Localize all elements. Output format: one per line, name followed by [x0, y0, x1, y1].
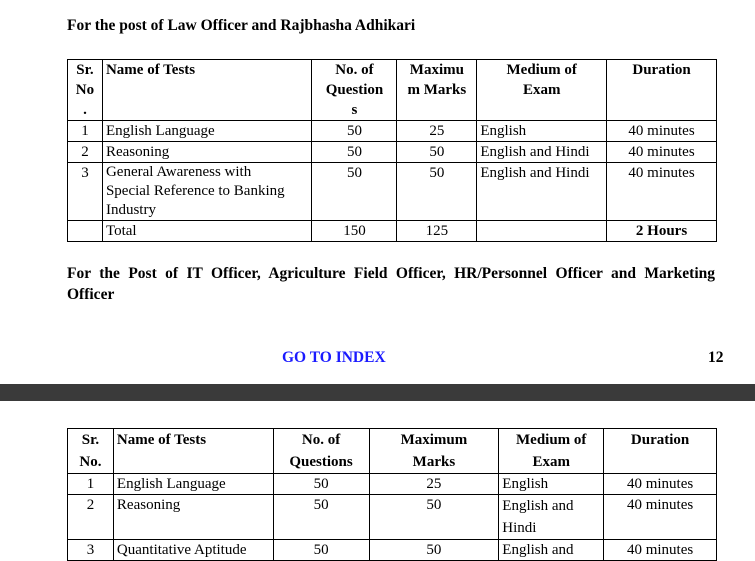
- cell-test-name: Reasoning: [113, 495, 273, 540]
- exam-pattern-table-it-officer: [67, 428, 717, 561]
- cell-test-name: English Language: [113, 474, 273, 495]
- cell-marks: 50: [397, 142, 477, 163]
- cell-medium: English: [477, 121, 607, 142]
- header-duration: Duration: [607, 60, 717, 121]
- cell-test-name: English Language: [102, 121, 312, 142]
- cell-questions: 50: [312, 121, 397, 142]
- cell-sr: 3: [68, 163, 103, 221]
- header-sr-no: Sr. No .: [68, 60, 103, 121]
- header-name-of-tests: Name of Tests: [102, 60, 312, 121]
- go-to-index-link[interactable]: GO TO INDEX: [282, 349, 386, 366]
- cell-sr: 2: [68, 142, 103, 163]
- cell-sr: 2: [68, 495, 114, 540]
- cell-sr-empty: [68, 221, 103, 242]
- cell-medium: English and Hindi: [499, 495, 604, 540]
- cell-total-questions: 150: [312, 221, 397, 242]
- cell-questions: 50: [312, 142, 397, 163]
- table-header-row: [68, 60, 717, 121]
- header-maximum-marks: Maximu m Marks: [397, 60, 477, 121]
- header-medium-of-exam: Medium of Exam: [477, 60, 607, 121]
- cell-marks: 50: [369, 495, 499, 540]
- cell-medium: English: [499, 474, 604, 495]
- cell-duration: 40 minutes: [604, 474, 717, 495]
- table-header-row: [68, 429, 717, 474]
- cell-duration: 40 minutes: [607, 163, 717, 221]
- cell-questions: 50: [312, 163, 397, 221]
- table-row: [68, 540, 717, 561]
- cell-marks: 50: [397, 163, 477, 221]
- page-number: 12: [708, 349, 724, 366]
- header-medium-of-exam: Medium of Exam: [499, 429, 604, 474]
- cell-marks: 25: [369, 474, 499, 495]
- cell-questions: 50: [273, 474, 369, 495]
- table-total-row: [68, 221, 717, 242]
- cell-duration: 40 minutes: [604, 495, 717, 540]
- section-heading-it-officer-line2: Officer: [67, 286, 115, 303]
- cell-sr: 1: [68, 474, 114, 495]
- cell-sr: 3: [68, 540, 114, 561]
- cell-test-name: Quantitative Aptitude: [113, 540, 273, 561]
- header-sr-no: Sr. No.: [68, 429, 114, 474]
- header-no-of-questions: No. of Questions: [273, 429, 369, 474]
- cell-questions: 50: [273, 540, 369, 561]
- page-divider: [0, 384, 755, 401]
- cell-medium: English and Hindi: [477, 142, 607, 163]
- header-no-of-questions: No. of Question s: [312, 60, 397, 121]
- cell-total-medium-empty: [477, 221, 607, 242]
- table-row: [68, 474, 717, 495]
- cell-sr: 1: [68, 121, 103, 142]
- section-heading-law-officer: For the post of Law Officer and Rajbhasha Adhikari: [67, 17, 416, 34]
- cell-duration: 40 minutes: [604, 540, 717, 561]
- cell-total-label: Total: [102, 221, 312, 242]
- cell-duration: 40 minutes: [607, 121, 717, 142]
- cell-total-marks: 125: [397, 221, 477, 242]
- header-maximum-marks: Maximum Marks: [369, 429, 499, 474]
- cell-marks: 25: [397, 121, 477, 142]
- header-duration: Duration: [604, 429, 717, 474]
- cell-test-name: General Awareness with Special Reference to Banking Industry: [102, 163, 312, 221]
- table-row: [68, 121, 717, 142]
- table-row: [68, 142, 717, 163]
- cell-questions: 50: [273, 495, 369, 540]
- cell-medium: English and Hindi: [477, 163, 607, 221]
- section-heading-it-officer-line1: For the Post of IT Officer, Agriculture Field Officer, HR/Personnel Officer and Marketing: [67, 265, 715, 282]
- cell-duration: 40 minutes: [607, 142, 717, 163]
- cell-medium: English and: [499, 540, 604, 561]
- table-row: [68, 163, 717, 221]
- cell-total-duration: 2 Hours: [607, 221, 717, 242]
- exam-pattern-table-law-officer: [67, 59, 717, 242]
- table-row: [68, 495, 717, 540]
- cell-test-name: Reasoning: [102, 142, 312, 163]
- cell-marks: 50: [369, 540, 499, 561]
- header-name-of-tests: Name of Tests: [113, 429, 273, 474]
